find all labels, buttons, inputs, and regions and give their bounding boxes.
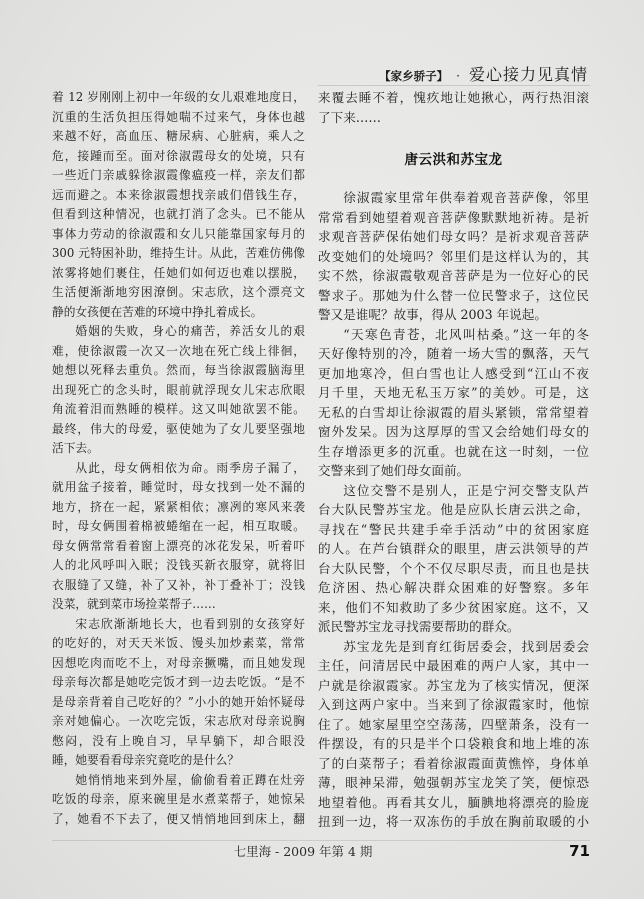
section-heading: 唐云洪和苏宝龙 — [404, 152, 503, 168]
running-header — [379, 62, 588, 85]
paragraph — [318, 325, 589, 481]
text-line: 实不然，徐淑霞敬观音菩萨是为一位好心的民 — [318, 268, 589, 283]
paragraph — [52, 88, 305, 322]
text-line: 是母亲背着自己吃好的？”小小的她开始怀疑母 — [52, 694, 305, 709]
text-line: 主任，问清居民中最困难的两户人家，其中一 — [318, 658, 589, 673]
text-line: 事体力劳动的徐淑霞和女儿只能靠国家每月的 — [52, 226, 305, 241]
text-line: 危济困、热心解决群众困难的好警察。多年 — [318, 580, 589, 595]
header-separator: · — [456, 69, 460, 83]
right-column-body — [318, 188, 589, 832]
paragraph — [318, 481, 589, 637]
text-line: 地望着他。再看其女儿，腼腆地将漂亮的脸庞 — [318, 794, 589, 810]
text-line: 住了。她家屋里空空荡荡，四壁萧条，没有一 — [318, 716, 589, 732]
text-line: 一些近门亲戚躲徐淑霞像瘟疫一样，亲友们都 — [52, 168, 305, 182]
text-line: 她想以死释去重负。然而，每当徐淑霞脑海里 — [52, 363, 305, 377]
magazine-issue: 七里海 - 2009 年第 4 期 — [233, 844, 373, 859]
text-line: 300 元特困补助，维持生计。从此，苦难仿佛像 — [52, 246, 305, 260]
text-line: 更加地寒冷，但白雪也让人感受到“江山不夜 — [318, 365, 589, 381]
left-column — [52, 88, 305, 829]
paragraph — [52, 771, 305, 830]
text-line: 没菜，就到菜市场捡菜帮子…… — [52, 597, 216, 611]
text-line: 来越不好，高血压、糖尿病、心脏病，乘人之 — [52, 129, 305, 143]
text-line: 远而避之。本来徐淑霞想找亲戚们借钱生存， — [52, 187, 305, 202]
text-line: 的吃好的，对天天米饭、馒头加炒素菜，常常 — [52, 636, 305, 650]
text-line: 活下去。 — [52, 441, 99, 455]
text-line: 寻找在“警民共建手牵手活动”中的贫困家庭 — [318, 521, 589, 537]
text-line: 徐淑霞家里常年供奉着观音菩萨像，邻里 — [343, 190, 589, 205]
text-line: 派民警苏宝龙寻找需要帮助的群众。 — [318, 619, 520, 634]
text-line: 来覆去睡不着，愧疚地让她揪心，两行热泪滚 — [318, 90, 589, 105]
footer-rule — [52, 840, 590, 841]
text-line: 月千里，天地无私玉万家”的美妙。可是，这 — [318, 385, 589, 400]
text-line: 浓雾将她们裹住，任她们如何迈也难以摆脱， — [52, 265, 305, 280]
text-line: 户就是徐淑霞家。苏宝龙为了核实情况，便深 — [318, 677, 589, 693]
text-line: 母女俩常常看着窗上漂亮的冰花发呆，听着吓 — [52, 538, 305, 553]
text-line: 窗外发呆。因为这厚厚的雪又会给她们母女的 — [318, 424, 589, 439]
text-line: 改变她们的处境吗？邻里们是这样认为的，其 — [318, 248, 589, 264]
text-line: “天寒色青苍，北风叫枯桑。”这一年的冬 — [343, 326, 589, 342]
text-line: 母亲每次都是她吃完饭才到一边去吃饭。“是不 — [52, 675, 305, 689]
text-line: 天好像特别的冷，随着一场大雪的飘落，天气 — [318, 346, 589, 361]
header-rule — [318, 85, 590, 86]
text-line: 从此，母女俩相依为命。雨季房子漏了， — [75, 460, 305, 475]
text-line: 静的女孩便在苦难的环境中挣扎着成长。 — [52, 304, 263, 319]
text-line: 无私的白雪却让徐淑霞的眉头紧锁，常常望着 — [318, 404, 589, 420]
text-line: 她悄悄地来到外屋，偷偷看着正蹲在灶旁 — [75, 772, 305, 787]
text-line: 常常看到她望着观音菩萨像默默地祈祷。是祈 — [318, 209, 589, 225]
text-line: 睡，她要看看母亲究竟吃的是什么？ — [52, 753, 240, 767]
text-line: 亲对她偏心。一次吃完饭，宋志欣对母亲说胸 — [52, 714, 305, 728]
text-line: 台大队民警苏宝龙。他是应队长唐云洪之命， — [318, 502, 589, 517]
text-line: 衣服缝了又缝，补了又补，补丁叠补丁；没钱 — [52, 577, 305, 592]
text-line: 地方，挤在一起，紧紧相依；凛冽的寒风来袭 — [52, 499, 305, 514]
text-line: 薄，眼神呆滞，勉强朝苏宝龙笑了笑，便惊恐 — [318, 775, 589, 790]
column-section-label: 【家乡骄子】 — [379, 69, 449, 83]
text-line: 宋志欣渐渐地长大，也看到别的女孩穿好 — [75, 616, 305, 631]
text-line: 难，使徐淑霞一次又一次地在死亡线上徘徊， — [52, 343, 305, 358]
text-line: 台大队民警，个个不仅尽职尽责，而且也是扶 — [318, 560, 589, 576]
paragraph — [318, 188, 589, 325]
text-line: 着 12 岁刚刚上初中一年级的女儿艰难地度日， — [52, 90, 305, 104]
text-line: 了下来…… — [318, 109, 381, 125]
text-line: 了，她看不下去了，便又悄悄地回到床上，翻 — [52, 811, 305, 826]
text-line: 了的白菜帮子；看着徐淑霞面黄憔悴，身体单 — [318, 755, 589, 771]
text-line: 角流着泪而熟睡的模样。这又叫她欲罢不能。 — [52, 402, 305, 416]
paragraph — [52, 322, 305, 459]
text-line: 来，他们不知救助了多少贫困家庭。这不，又 — [318, 599, 589, 615]
text-line: 憋闷，没有上晚自习，早早躺下，却合眼没 — [52, 733, 305, 748]
text-line: 危，接踵而至。面对徐淑霞母女的处境，只有 — [52, 148, 305, 163]
page-number: 71 — [569, 842, 590, 860]
text-line: 这位交警不是别人，正是宁河交警支队芦 — [343, 482, 589, 498]
text-line: 生活便渐渐地穷困潦倒。宋志欣，这个漂亮文 — [52, 285, 305, 299]
text-line: 沉重的生活负担压得她喘不过来气，身体也越 — [52, 109, 305, 124]
text-line: 就用盆子接着，睡觉时，母女找到一处不漏的 — [52, 480, 305, 494]
text-line: 最终，伟大的母爱，驱使她为了女儿要坚强地 — [52, 421, 305, 436]
text-line: 苏宝龙先是到育红街居委会，找到居委会 — [343, 638, 589, 654]
article-series-title: 爱心接力见真情 — [468, 65, 588, 84]
text-line: 交警来到了她们母女面前。 — [318, 463, 470, 478]
text-line: 警求子。那她为什么替一位民警求子，这位民 — [318, 287, 589, 303]
text-line: 时，母女俩围着棉被蜷缩在一起，相互取暖。 — [52, 519, 305, 533]
text-line: 人的北风呼叫入眠；没钱买新衣服穿，就将旧 — [52, 558, 305, 572]
text-line: 件摆设，有的只是半个口袋粮食和地上堆的冻 — [318, 736, 589, 751]
right-column-continued-text — [318, 88, 589, 127]
paragraph — [318, 88, 589, 127]
paragraph — [318, 637, 589, 832]
text-line: 但看到这种情况，也就打消了念头。已不能从 — [52, 207, 305, 221]
text-line: 婚姻的失败，身心的痛苦，养活女儿的艰 — [75, 324, 305, 338]
text-line: 求观音菩萨保佑她们母女吗？是祈求观音菩萨 — [318, 229, 589, 244]
text-line: 入到这两户家中。当来到了徐淑霞家时，他惊 — [318, 697, 589, 712]
paragraph — [52, 459, 305, 615]
text-line: 因想吃肉而吃不上，对母亲撅嘴，而且她发现 — [52, 655, 305, 670]
paragraph — [52, 615, 305, 771]
text-line: 出现死亡的念头时，眼前就浮现女儿宋志欣眼 — [52, 382, 305, 397]
text-line: 的人。在芦台镇群众的眼里，唐云洪领导的芦 — [318, 541, 589, 556]
text-line: 吃饭的母亲，原来碗里是水煮菜帮子，她惊呆 — [52, 792, 305, 806]
text-line: 生存增添更多的沉重。也就在这一时刻，一位 — [318, 443, 589, 459]
text-line: 扭到一边，将一双冻伤的手放在胸前取暖的小 — [318, 814, 589, 829]
text-line: 警又是谁呢？故事，得从 2003 年说起。 — [318, 307, 547, 322]
